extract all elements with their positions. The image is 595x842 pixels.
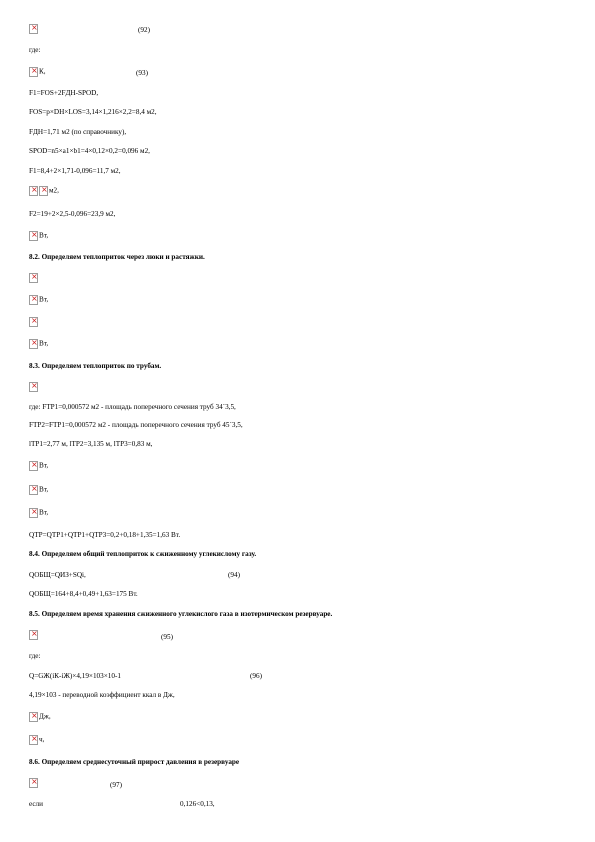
broken-image-icon	[29, 712, 38, 722]
broken-image-icon	[29, 485, 38, 495]
formula-image-line	[29, 24, 39, 34]
text-line: QTP=QTP1+QTP1+QTP3=0,2+0,18+1,35=1,63 Вт.	[29, 531, 181, 539]
text-line: F2=19+2×2,5-0,096=23,9 м2,	[29, 210, 116, 218]
text-line: где:	[29, 652, 41, 660]
formula-image-line	[29, 382, 39, 392]
text-fragment: К,	[39, 67, 46, 76]
equation-number: (93)	[136, 69, 148, 77]
text-fragment: Вт,	[39, 508, 49, 517]
equation-number: (94)	[228, 571, 240, 579]
formula-image-line	[29, 778, 39, 788]
formula-image-line	[29, 508, 48, 518]
broken-image-icon	[29, 461, 38, 471]
broken-image-icon	[29, 778, 38, 788]
condition-text: 0,126<0,13,	[180, 800, 215, 808]
formula-image-line	[29, 712, 51, 722]
broken-image-icon	[29, 508, 38, 518]
formula-image-line	[29, 485, 48, 495]
formula-image-line	[29, 273, 39, 283]
text-line: Q=GЖ(iК-iЖ)×4,19×103×10-1	[29, 672, 121, 680]
text-line: F1=8,4+2×1,71-0,096=11,7 м2,	[29, 167, 121, 175]
text-line: FДН=1,71 м2 (по справочнику),	[29, 128, 127, 136]
section-heading: 8.6. Определяем среднесуточный прирост давления в резервуаре	[29, 758, 240, 766]
formula-image-line	[29, 339, 48, 349]
text-fragment: ч,	[39, 735, 45, 744]
formula-image-line	[29, 67, 46, 77]
broken-image-icon	[29, 339, 38, 349]
section-heading: 8.4. Определяем общий теплоприток к сжиженному углекислому газу.	[29, 550, 257, 558]
broken-image-icon	[29, 186, 38, 196]
formula-image-line	[29, 317, 39, 327]
text-fragment: Вт,	[39, 295, 49, 304]
text-line: QOБЩ=164+8,4+0,49+1,63=175 Вт.	[29, 590, 138, 598]
text-fragment: Вт,	[39, 461, 49, 470]
formula-image-line	[29, 735, 44, 745]
equation-number: (97)	[110, 781, 122, 789]
broken-image-icon	[29, 317, 38, 327]
broken-image-icon	[29, 231, 38, 241]
broken-image-icon	[39, 186, 48, 196]
equation-number: (92)	[138, 26, 150, 34]
formula-image-line	[29, 630, 39, 640]
text-line: 4,19×103 - переводной коэффициент ккал в Дж,	[29, 691, 175, 699]
text-line: где:	[29, 46, 41, 54]
text-line: если	[29, 800, 43, 808]
text-line: FOS=p×DH×LOS=3,14×1,216×2,2=8,4 м2,	[29, 108, 157, 116]
text-fragment: м2,	[49, 186, 59, 195]
text-line: FTP2=FTP1=0,000572 м2 - площадь поперечного сечения труб 45´3,5,	[29, 421, 243, 429]
formula-image-line	[29, 231, 48, 241]
equation-number: (95)	[161, 633, 173, 641]
text-line: где: FTP1=0,000572 м2 - площадь поперечного сечения труб 34´3,5,	[29, 403, 236, 411]
section-heading: 8.3. Определяем теплоприток по трубам.	[29, 362, 162, 370]
text-fragment: Вт,	[39, 485, 49, 494]
text-line: QOБЩ=QИЗ+SQi,	[29, 571, 86, 579]
section-heading: 8.5. Определяем время хранения сжиженного углекислого газа в изотермическом резервуаре.	[29, 610, 333, 618]
formula-image-line	[29, 461, 48, 471]
broken-image-icon	[29, 382, 38, 392]
equation-number: (96)	[250, 672, 262, 680]
broken-image-icon	[29, 630, 38, 640]
broken-image-icon	[29, 273, 38, 283]
broken-image-icon	[29, 24, 38, 34]
broken-image-icon	[29, 735, 38, 745]
text-line: F1=FOS+2FДН-SPOD,	[29, 89, 99, 97]
broken-image-icon	[29, 295, 38, 305]
text-line: SPOD=n5×a1×b1=4×0,12×0,2=0,096 м2,	[29, 147, 150, 155]
formula-image-line	[29, 186, 59, 196]
text-fragment: Вт,	[39, 339, 49, 348]
text-fragment: Дж,	[39, 712, 51, 721]
broken-image-icon	[29, 67, 38, 77]
formula-image-line	[29, 295, 48, 305]
text-line: lTP1=2,77 м, lTP2=3,135 м, lTP3=0,83 м,	[29, 440, 153, 448]
text-fragment: Вт,	[39, 231, 49, 240]
section-heading: 8.2. Определяем теплоприток через люки и растяжки.	[29, 253, 205, 261]
